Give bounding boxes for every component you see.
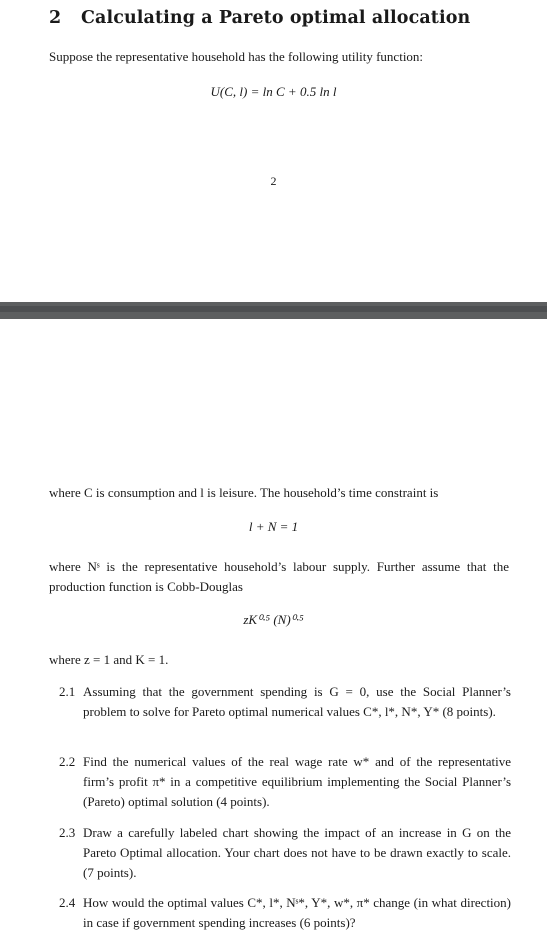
leisure-paragraph: where C is consumption and l is leisure. The household’s time constraint is [49, 485, 439, 500]
parameters-line: where z = 1 and K = 1. [49, 652, 169, 667]
document-page-top [0, 0, 547, 302]
production-function: zK⁰·⁵ (N)⁰·⁵ [243, 612, 304, 627]
utility-equation: U(C, l) = ln C + 0.5 ln l [210, 84, 337, 99]
intro-paragraph: Suppose the representative household has the following utility function: [49, 49, 424, 64]
question-number: 2.2 [59, 754, 76, 769]
question-item [59, 752, 511, 812]
section-heading [49, 8, 470, 28]
question-text: Draw a carefully labeled chart showing the impact of an increase in G on the Pareto Optimal allocation. Your chart does not have to be drawn exactly to scale. (7 points). [83, 825, 511, 880]
question-item [59, 823, 511, 883]
question-text: Assuming that the government spending is G = 0, use the Social Planner’s problem to solve for Pareto optimal numerical values C*, l*, N*, Y* (8 points). [83, 684, 511, 719]
section-title: Calculating a Pareto optimal allocation [81, 8, 471, 28]
page-number: 2 [270, 174, 277, 188]
section-number: 2 [49, 8, 62, 28]
question-text: Find the numerical values of the real wage rate w* and of the representative firm’s profit π* in a competitive equilibrium implementing the Social Planner’s (Pareto) optimal solution (4 points). [83, 754, 511, 809]
labour-paragraph: where Nˢ is the representative household’s labour supply. Further assume that the production function is Cobb-Douglas [49, 559, 509, 594]
question-item [59, 682, 511, 722]
time-constraint-equation: l + N = 1 [248, 519, 299, 534]
question-text: How would the optimal values C*, l*, Nˢ*, Y*, w*, π* change (in what direction) in case if government spending increases (6 points)? [83, 895, 511, 930]
page-divider-band [0, 306, 547, 312]
question-number: 2.1 [59, 684, 76, 699]
question-number: 2.3 [59, 825, 76, 840]
question-number: 2.4 [59, 895, 76, 910]
question-item [59, 893, 511, 933]
page-divider [0, 302, 547, 319]
document-page-bottom [0, 319, 547, 945]
